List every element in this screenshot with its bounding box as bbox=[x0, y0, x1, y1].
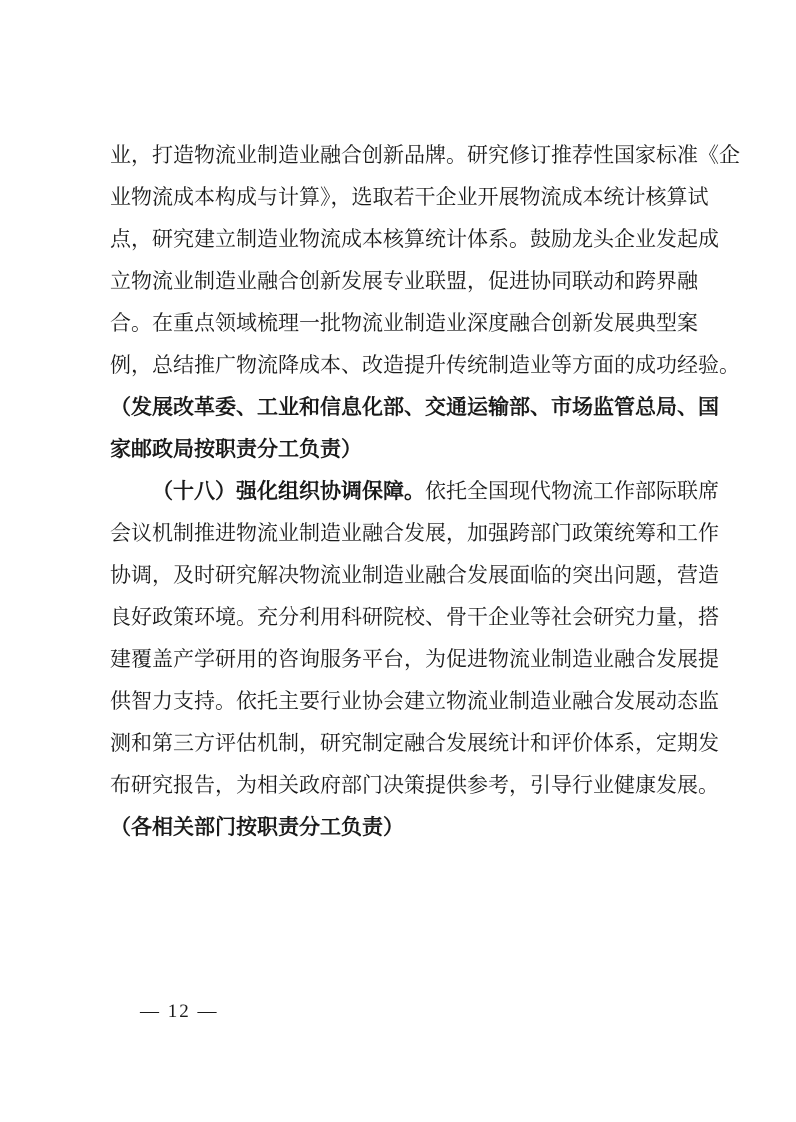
section-heading-continuation: 依托全国现代物流工作部际联席 bbox=[425, 479, 719, 503]
paragraph-line: 业物流成本构成与计算》，选取若干企业开展物流成本统计核算试 bbox=[110, 185, 709, 209]
paragraph-line: 供智力支持。依托主要行业协会建立物流业制造业融合发展动态监 bbox=[110, 689, 719, 713]
paragraph-line: 会议机制推进物流业制造业融合发展，加强跨部门政策统筹和工作 bbox=[110, 521, 719, 545]
paragraph-line: 测和第三方评估机制，研究制定融合发展统计和评价体系，定期发 bbox=[110, 731, 719, 755]
paragraph-line: 建覆盖产学研用的咨询服务平台，为促进物流业制造业融合发展提 bbox=[110, 647, 719, 671]
responsibility-line: （各相关部门按职责分工负责） bbox=[110, 814, 404, 839]
paragraph-line: 立物流业制造业融合创新发展专业联盟，促进协同联动和跨界融 bbox=[110, 269, 698, 293]
paragraph-line: 业，打造物流业制造业融合创新品牌。研究修订推荐性国家标准《企 bbox=[110, 143, 740, 167]
paragraph-line: 例，总结推广物流降成本、改造提升传统制造业等方面的成功经验。 bbox=[110, 353, 740, 377]
paragraph-line: 点，研究建立制造业物流成本核算统计体系。鼓励龙头企业发起成 bbox=[110, 227, 719, 251]
responsibility-line: （发展改革委、工业和信息化部、交通运输部、市场监管总局、国 bbox=[110, 394, 719, 419]
page-number: — 12 — bbox=[140, 1001, 219, 1022]
paragraph-line: 合。在重点领域梳理一批物流业制造业深度融合创新发展典型案 bbox=[110, 311, 698, 335]
paragraph-line: 良好政策环境。充分利用科研院校、骨干企业等社会研究力量，搭 bbox=[110, 605, 719, 629]
section-heading-line bbox=[152, 471, 719, 511]
responsibility-line: 家邮政局按职责分工负责） bbox=[110, 436, 362, 461]
section-heading: （十八）强化组织协调保障。 bbox=[152, 478, 425, 503]
paragraph-line: 协调，及时研究解决物流业制造业融合发展面临的突出问题，营造 bbox=[110, 563, 719, 587]
paragraph-line: 布研究报告，为相关政府部门决策提供参考，引导行业健康发展。 bbox=[110, 773, 719, 797]
